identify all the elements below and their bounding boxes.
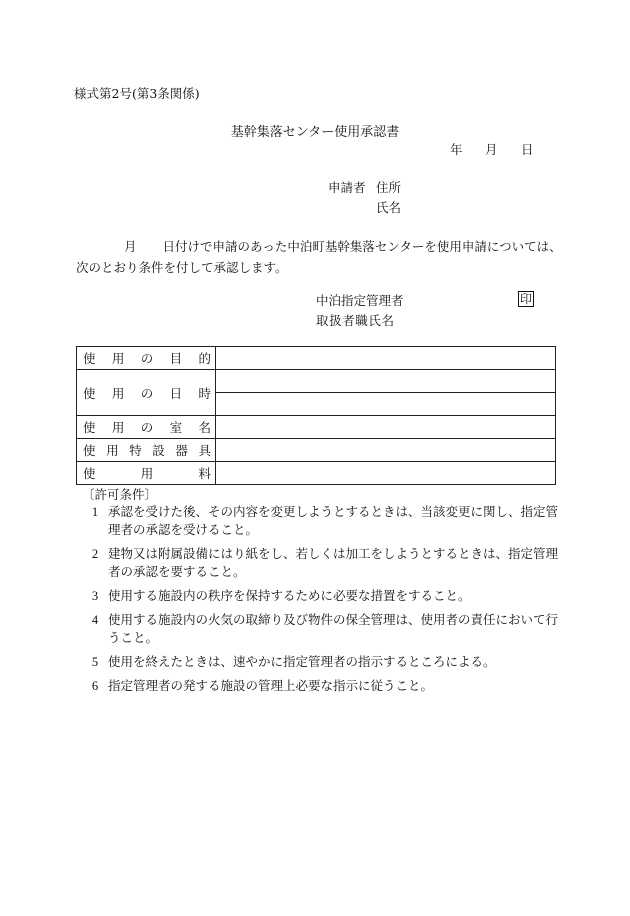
table-row	[77, 416, 556, 439]
purpose-label: 使 用 の 目 的	[77, 347, 216, 370]
purpose-value-cell[interactable]	[216, 347, 556, 370]
table-row	[77, 347, 556, 370]
room-value-cell[interactable]	[216, 416, 556, 439]
seal-mark: 印	[520, 292, 533, 306]
manager-name-label: 取扱者職氏名	[316, 313, 395, 328]
room-label: 使 用 の 室 名	[77, 416, 216, 439]
list-item: 3 使用する施設内の秩序を保持するために必要な措置をすること。	[91, 588, 471, 603]
usage-table	[76, 346, 556, 485]
applicant-name-label: 氏名	[376, 200, 402, 215]
table-row	[77, 370, 556, 393]
applicant-label: 申請者	[328, 180, 366, 195]
fee-value-cell[interactable]	[216, 462, 556, 485]
date-year-label: 年	[450, 142, 463, 157]
conditions-heading: 〔許可条件〕	[82, 487, 158, 502]
list-item: 2 建物又は附属設備にはり紙をし、若しくは加工をしようとするときは、指定管理者の承認を要すること。	[91, 546, 559, 579]
applicant-address-label: 住所	[376, 180, 402, 195]
equipment-label: 使 用 特 設 器 具	[77, 439, 216, 462]
date-day-label: 日	[521, 142, 534, 157]
table-row	[77, 462, 556, 485]
list-item: 1 承認を受けた後、その内容を変更しようとするときは、当該変更に関し、指定管理者の承認を受けること。	[91, 504, 559, 537]
manager-title: 中泊指定管理者	[316, 293, 404, 308]
document-title: 基幹集落センター使用承認書	[230, 125, 400, 140]
list-item: 5 使用を終えたときは、速やかに指定管理者の指示するところによる。	[91, 654, 496, 669]
statement-month: 月	[124, 239, 137, 254]
list-item: 6 指定管理者の発する施設の管理上必要な指示に従うこと。	[91, 678, 434, 693]
conditions-list	[82, 503, 558, 701]
statement-text: 日付けで申請のあった中泊町基幹集落センターを使用申請については、次のとおり条件を付して承認します。	[76, 239, 562, 275]
equipment-value-cell[interactable]	[216, 439, 556, 462]
list-item: 4 使用する施設内の火気の取締り及び物件の保全管理は、使用者の責任において行うこと。	[91, 612, 559, 645]
fee-label: 使 用 料	[77, 462, 216, 485]
datetime-value-cell-1[interactable]	[216, 370, 556, 393]
approval-statement	[76, 236, 562, 278]
form-number: 様式第2号(第3条関係)	[74, 86, 200, 101]
date-month-label: 月	[485, 142, 498, 157]
datetime-value-cell-2[interactable]	[216, 393, 556, 416]
table-row	[77, 439, 556, 462]
datetime-label: 使 用 の 日 時	[77, 370, 216, 416]
